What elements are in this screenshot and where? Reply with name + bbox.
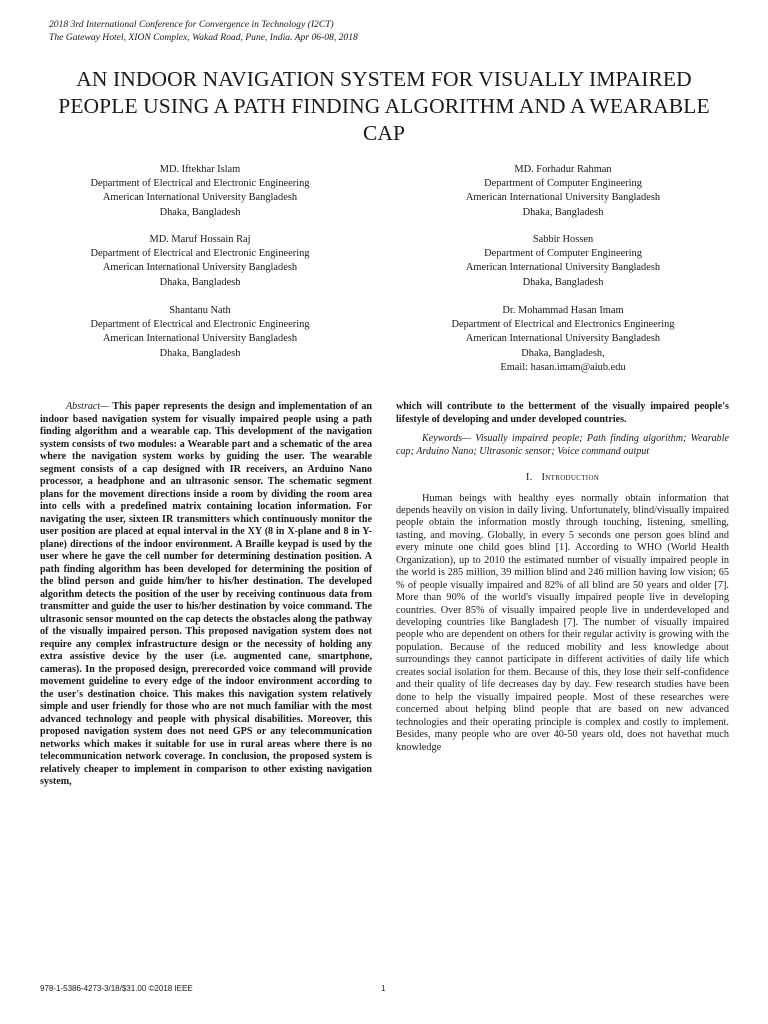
author-organization: American International University Bangladesh [102,262,298,274]
author-city: Dhaka, Bangladesh [522,276,604,288]
left-column [40,401,372,789]
author-organization: American International University Bangladesh [465,262,661,274]
introduction-paragraph: Human beings with healthy eyes normally obtain information that depends heavily on vision in daily living. Unfortunately, blind/visually impaired people obtain the information mostly through touching, listening, smelling, tasting, and moving. Globally, in every 5 seconds one person goes blind and every minute one child goes blind [1]. According to WHO (World Health Organization), up to 2010 the estimated number of visually impaired people in the world is 285 million, 39 million blind and 246 million having low vision; 65 % of people visually impaired and 82% of all blind are 50 years and older [7]. More than 90% of the world's visually impaired people live in developing countries. Over 85% of visually impaired people live in underdeveloped and developing countries like Bangladesh [7]. The number of visually impaired people who are dependent on others for their regular activity is growing with the population. Because of the reduced mobility and less knowledge about surroundings they cannot participate in different activities of daily life which creates social isolation for them. Because of this, they lose their self-confidence and their quality of life decreases day by day. Few research studies have been done to help the visually impaired people. Most of these researches were concerned about helping blind people that are based on new advanced technologies and their operating principle is complex and costly to implement. Besides, many people who are over 40-50 years old, does not havethat much knowledge [396,492,729,753]
keywords: Keywords— Visually impaired people; Path finding algorithm; Wearable cap; Arduino Nano; Ultrasonic sensor; Voice command output [396,433,729,457]
section-heading [396,472,729,485]
conference-name: 2018 3rd International Conference for Convergence in Technology (I2CT) [49,19,334,30]
section-title: Introduction [541,472,600,483]
author-city: Dhaka, Bangladesh [159,347,241,359]
right-column [396,401,729,754]
page-number: 1 [381,984,386,993]
author-department: Department of Electrical and Electronic Engineering [90,178,310,190]
author-block [10,233,390,290]
copyright-notice: 978-1-5386-4273-3/18/$31.00 ©2018 IEEE [40,984,193,993]
author-block [10,304,390,361]
author-block [373,304,753,375]
paper-title: AN INDOOR NAVIGATION SYSTEM FOR VISUALLY IMPAIRED PEOPLE USING A PATH FINDING ALGORITHM AND A WEARABLE CAP [58,67,710,145]
abstract-label: Abstract— [66,401,110,412]
abstract [40,401,372,789]
conference-venue: The Gateway Hotel, XION Complex, Wakad Road, Pune, India. Apr 06-08, 2018 [49,32,358,43]
author-name: Dr. Mohammad Hasan Imam [502,305,624,316]
author-email: Email: hasan.imam@aiub.edu [500,361,626,373]
author-department: Department of Computer Engineering [484,248,642,260]
conference-header [49,18,358,44]
abstract-continuation: which will contribute to the betterment of the visually impaired people's lifestyle of developing and under developed countries. [396,401,729,425]
author-name: MD. Iftekhar Islam [159,164,241,175]
author-city: Dhaka, Bangladesh [522,206,604,218]
author-organization: American International University Bangladesh [102,333,298,345]
author-department: Department of Electrical and Electronics Engineering [451,319,675,331]
author-name: Sabbir Hossen [532,234,594,245]
author-city: Dhaka, Bangladesh, [521,347,605,359]
author-organization: American International University Bangladesh [465,192,661,204]
author-name: Shantanu Nath [169,305,231,316]
section-number: I. [525,472,533,483]
author-city: Dhaka, Bangladesh [159,276,241,288]
author-city: Dhaka, Bangladesh [159,206,241,218]
author-block [373,163,753,220]
abstract-body: This paper represents the design and implementation of an indoor based navigation system for visually impaired people using a path finding algorithm and a wearable cap. This development of the navigation system consists of two modules: a Wearable part and a schematic of the area where the navigation system works by guiding the user. The wearable segment consists of a cap designed with IR receivers, an Arduino Nano processor, a headphone and an ultrasonic sensor. The schematic segment plans for the movement directions inside a room by dividing the room area into cells with a predefined matrix containing location information. For navigating the user, sixteen IR transmitters which continuously monitor the user position are placed at equal interval in the XY (8 in X-plane and 8 in Y-plane) directions of the indoor environment. A Braille keypad is used by the user where he gave the cell number for determining destination position. A path finding algorithm has been developed for determining the position of the blind person and guide him/her to his/her destination. The developed algorithm detects the position of the user by receiving continuous data from transmitter and guide the user to his/her destination by voice command. The ultrasonic sensor mounted on the cap detects the obstacles along the pathway of the visually impaired person. This proposed navigation system does not require any complex infrastructure design or the necessity of holding any extra assistive device by the user (i.e. augmented cane, smartphone, cameras). In the proposed design, prerecorded voice command will provide movement guideline to every edge of the indoor environment according to the user's destination choice. This makes this navigation system relatively simple and user friendly for those who are not much familiar with the most advanced technology and people with physical disabilities. Moreover, this proposed navigation system does not need GPS or any telecommunication networks which makes it suitable for use in rural areas where there is no telecommunication network coverage. In conclusion, the proposed system is relatively cheaper to implement in comparison to other existing navigation system, [40,401,372,787]
author-block [373,233,753,290]
author-block [10,163,390,220]
author-organization: American International University Bangladesh [465,333,661,345]
author-organization: American International University Bangladesh [102,192,298,204]
author-department: Department of Electrical and Electronic Engineering [90,319,310,331]
author-department: Department of Electrical and Electronic Engineering [90,248,310,260]
author-name: MD. Forhadur Rahman [514,164,612,175]
author-name: MD. Maruf Hossain Raj [149,234,251,245]
author-department: Department of Computer Engineering [484,178,642,190]
